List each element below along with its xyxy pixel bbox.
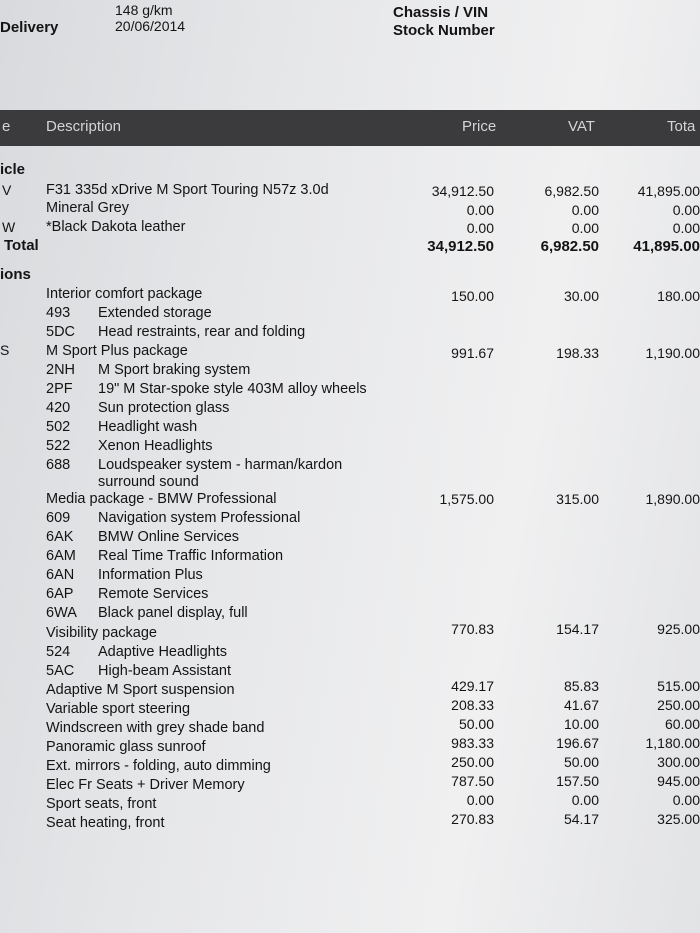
item-label: M Sport braking system xyxy=(98,362,251,378)
vehicle-price: 34,912.50 xyxy=(431,183,494,199)
item-label: Real Time Traffic Information xyxy=(98,548,284,564)
option-vat: 0.00 xyxy=(571,792,599,808)
vehicle-total-price: 34,912.50 xyxy=(427,238,494,255)
item-code: 502 xyxy=(46,419,71,435)
option-total: 300.00 xyxy=(657,754,700,770)
option-vat: 196.67 xyxy=(556,735,599,751)
item-code: 6WA xyxy=(46,605,77,621)
package-total: 1,890.00 xyxy=(645,491,700,507)
vehicle-description: F31 335d xDrive M Sport Touring N57z 3.0d xyxy=(46,182,329,198)
package-name: Media package - BMW Professional xyxy=(46,491,277,507)
option-total: 515.00 xyxy=(657,678,700,694)
vehicle-code: V xyxy=(2,182,12,198)
vehicle-total-vat: 6,982.50 xyxy=(540,238,599,255)
item-label: Loudspeaker system - harman/kardon xyxy=(98,457,343,473)
package-price: 1,575.00 xyxy=(439,491,494,507)
column-vat-header: VAT xyxy=(568,118,595,135)
chassis-label: Chassis / VIN xyxy=(393,4,489,21)
package-price: 770.83 xyxy=(451,621,494,637)
option-total: 60.00 xyxy=(664,716,700,732)
option-name: Elec Fr Seats + Driver Memory xyxy=(46,777,245,793)
item-label: Head restraints, rear and folding xyxy=(98,324,306,340)
item-code: 493 xyxy=(46,305,71,321)
option-price: 0.00 xyxy=(466,792,494,808)
vehicle-total-total: 41,895.00 xyxy=(633,238,700,255)
option-vat: 157.50 xyxy=(556,773,599,789)
package-vat: 198.33 xyxy=(556,345,599,361)
item-label: Black panel display, full xyxy=(98,605,248,621)
option-total: 945.00 xyxy=(657,773,700,789)
paint-description: Mineral Grey xyxy=(46,200,129,216)
emissions-value: 148 g/km xyxy=(115,2,173,18)
item-code: 522 xyxy=(46,438,71,454)
item-label: Remote Services xyxy=(98,586,209,602)
item-label: Adaptive Headlights xyxy=(98,644,227,660)
paint-price: 0.00 xyxy=(466,202,494,218)
upholstery-total: 0.00 xyxy=(672,220,700,236)
vehicle-vat: 6,982.50 xyxy=(544,183,599,199)
item-label: High-beam Assistant xyxy=(98,663,231,679)
package-total: 1,190.00 xyxy=(645,345,700,361)
option-price: 983.33 xyxy=(451,735,494,751)
package-price: 150.00 xyxy=(451,288,494,304)
option-vat: 54.17 xyxy=(563,811,599,827)
option-price: 270.83 xyxy=(451,811,494,827)
option-price: 429.17 xyxy=(451,678,494,694)
column-price-header: Price xyxy=(462,118,497,135)
option-price: 787.50 xyxy=(451,773,494,789)
option-price: 250.00 xyxy=(451,754,494,770)
item-code: 6AM xyxy=(46,548,76,564)
column-total-header: Tota xyxy=(667,118,696,135)
item-label: 19" M Star-spoke style 403M alloy wheels xyxy=(98,381,367,397)
item-code: 2NH xyxy=(46,362,76,378)
options-side-marker: S xyxy=(0,342,10,358)
package-name: Interior comfort package xyxy=(46,286,203,302)
item-code: 2PF xyxy=(46,381,73,397)
paint-total: 0.00 xyxy=(672,202,700,218)
upholstery-price: 0.00 xyxy=(466,220,494,236)
option-price: 208.33 xyxy=(451,697,494,713)
delivery-date: 20/06/2014 xyxy=(115,18,186,34)
item-label-continuation: surround sound xyxy=(98,474,199,490)
option-name: Variable sport steering xyxy=(46,701,191,717)
option-name: Sport seats, front xyxy=(46,796,157,812)
option-vat: 10.00 xyxy=(563,716,599,732)
option-name: Panoramic glass sunroof xyxy=(46,739,206,755)
vehicle-section-label: icle xyxy=(0,161,26,178)
option-vat: 85.83 xyxy=(563,678,599,694)
package-vat: 315.00 xyxy=(556,491,599,507)
delivery-label: Delivery xyxy=(0,19,59,36)
stock-number-label: Stock Number xyxy=(393,22,495,39)
package-total: 180.00 xyxy=(657,288,700,304)
item-label: Navigation system Professional xyxy=(98,510,301,526)
vehicle-total: 41,895.00 xyxy=(637,183,700,199)
item-code: 609 xyxy=(46,510,71,526)
item-code: 5AC xyxy=(46,663,75,679)
package-name: Visibility package xyxy=(46,625,157,641)
package-price: 991.67 xyxy=(451,345,494,361)
column-code-header: e xyxy=(2,118,11,135)
item-code: 6AP xyxy=(46,586,74,602)
package-vat: 154.17 xyxy=(556,621,599,637)
package-vat: 30.00 xyxy=(563,288,599,304)
table-header-bar xyxy=(0,110,700,146)
item-label: Headlight wash xyxy=(98,419,198,435)
option-vat: 41.67 xyxy=(563,697,599,713)
option-name: Adaptive M Sport suspension xyxy=(46,682,235,698)
option-total: 1,180.00 xyxy=(645,735,700,751)
item-code: 420 xyxy=(46,400,71,416)
option-total: 325.00 xyxy=(657,811,700,827)
options-section-label: ions xyxy=(0,266,31,283)
upholstery-code: W xyxy=(2,219,16,235)
paint-vat: 0.00 xyxy=(571,202,599,218)
item-code: 524 xyxy=(46,644,71,660)
option-name: Windscreen with grey shade band xyxy=(46,720,265,736)
vehicle-total-label: Total xyxy=(4,237,39,254)
upholstery-description: *Black Dakota leather xyxy=(46,219,186,235)
package-name: M Sport Plus package xyxy=(46,343,188,359)
option-total: 0.00 xyxy=(672,792,700,808)
item-code: 688 xyxy=(46,457,71,473)
item-label: Information Plus xyxy=(98,567,203,583)
item-code: 5DC xyxy=(46,324,76,340)
item-label: BMW Online Services xyxy=(98,529,240,545)
option-name: Seat heating, front xyxy=(46,815,165,831)
upholstery-vat: 0.00 xyxy=(571,220,599,236)
option-price: 50.00 xyxy=(458,716,494,732)
item-label: Xenon Headlights xyxy=(98,438,213,454)
item-label: Extended storage xyxy=(98,305,212,321)
option-total: 250.00 xyxy=(657,697,700,713)
column-description-header: Description xyxy=(46,118,122,135)
package-total: 925.00 xyxy=(657,621,700,637)
item-code: 6AK xyxy=(46,529,74,545)
option-vat: 50.00 xyxy=(563,754,599,770)
item-label: Sun protection glass xyxy=(98,400,230,416)
option-name: Ext. mirrors - folding, auto dimming xyxy=(46,758,271,774)
item-code: 6AN xyxy=(46,567,75,583)
